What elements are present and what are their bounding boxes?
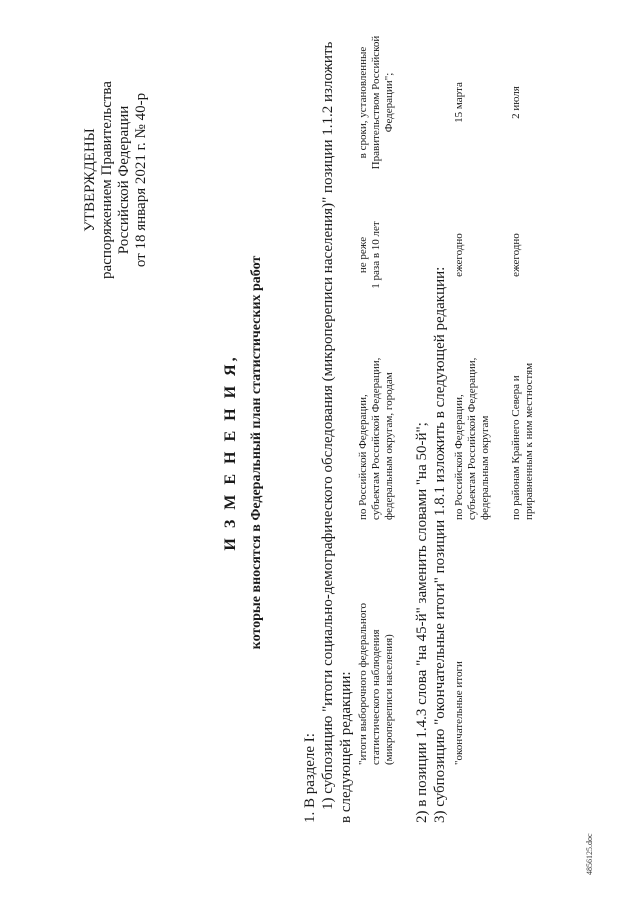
cell-line: Правительством Российской [370,35,382,170]
cell-line: по районам Крайнего Севера и [510,375,522,520]
cell-line: ежегодно [453,233,465,277]
cell-line: федеральным округам [479,415,491,520]
approval-stamp [82,50,150,310]
cell-line: (микропереписи населения) [383,634,395,765]
cell-line: приравненным к ним местностям [523,362,535,520]
item-3-text: 3) субпозицию "окончательные итоги" позиции 1.8.1 изложить в следующей редакции: [432,266,448,823]
cell-line: Федерации"; [383,72,395,133]
table2-row1-deadline-cell [453,30,466,175]
cell-line: в сроки, установленные [357,46,369,159]
table1-level-cell [357,358,396,520]
document-subtitle: которые вносятся в Федеральный план статистических работ [249,255,264,650]
table2-row2-level-cell [510,363,536,520]
approval-line: распоряжением Правительства [99,81,115,279]
file-code: 4856125.doc [585,833,594,875]
cell-line: субъектам Российской Федерации, [466,357,478,520]
cell-line: не реже [357,236,369,274]
cell-line: субъектам Российской Федерации, [370,357,382,520]
approval-line: Российской Федерации [116,105,132,255]
document-title: И З М Е Н Е Н И Я, [222,354,239,551]
cell-line: федеральным округам, городам [383,372,395,520]
table2-row1-level-cell [453,358,492,520]
cell-line: 2 июля [510,86,522,119]
cell-line: по Российской Федерации, [453,394,465,520]
approval-line: от 18 января 2021 г. № 40-р [133,92,149,268]
table2-name-cell [453,661,466,765]
cell-line: "окончательные итоги [453,661,465,765]
item-1-continuation: в следующей редакции: [338,671,354,823]
table2-row1-period-cell [453,195,466,315]
cell-line: ежегодно [510,233,522,277]
table2-row2-deadline-cell [510,30,523,175]
cell-line: статистического наблюдения [370,629,382,765]
section-heading: 1. В разделе I: [302,733,318,823]
table1-name-cell [357,603,396,765]
approval-line: УТВЕРЖДЕНЫ [82,128,98,232]
table1-period-cell [357,195,383,315]
cell-line: 15 марта [453,82,465,123]
table1-deadline-cell [357,30,396,175]
table2-row2-period-cell [510,195,523,315]
item-2-text: 2) в позиции 1.4.3 слова "на 45-й" заменить словами "на 50-й"; [414,422,430,823]
item-1-text: 1) субпозицию "итоги социально-демографического обследования (микропереписи населения)" позиции 1.1.2 изложить [320,41,336,810]
cell-line: "итоги выборочного федерального [357,603,369,765]
cell-line: по Российской Федерации, [357,394,369,520]
cell-line: 1 раза в 10 лет [370,221,382,289]
